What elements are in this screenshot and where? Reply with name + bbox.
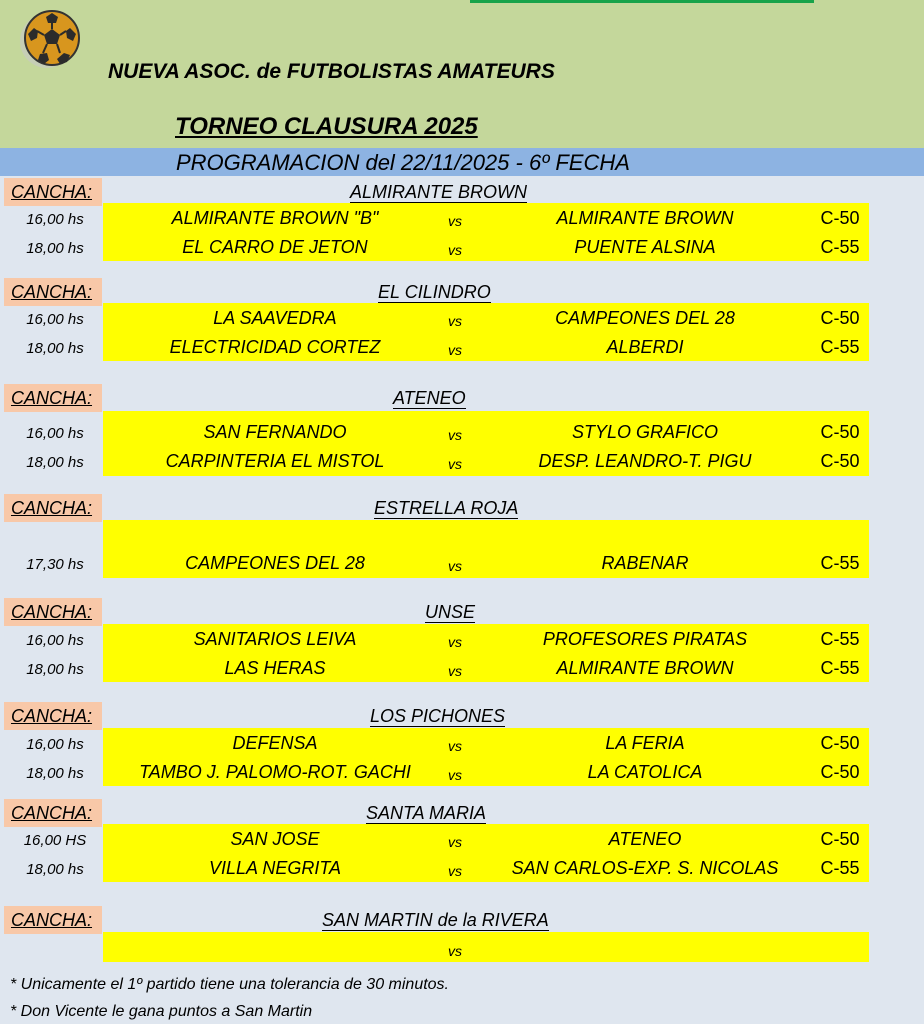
soccer-ball-icon — [20, 8, 80, 68]
vs-label: vs — [448, 456, 462, 472]
organization-name: NUEVA ASOC. de FUTBOLISTAS AMATEURS — [108, 60, 555, 83]
cancha-label: CANCHA: — [4, 278, 102, 306]
home-team: TAMBO J. PALOMO-ROT. GACHI — [139, 762, 411, 782]
vs-label: vs — [448, 943, 462, 959]
away-team: CAMPEONES DEL 28 — [555, 308, 735, 328]
away-team: PUENTE ALSINA — [574, 237, 716, 257]
vs-label: vs — [448, 313, 462, 329]
away-team: STYLO GRAFICO — [571, 422, 719, 442]
match-time: 16,00 hs — [26, 632, 84, 649]
match-row — [0, 205, 924, 233]
match-time: 16,00 HS — [23, 832, 87, 849]
match-time: 18,00 hs — [26, 861, 84, 878]
home-team: SAN FERNANDO — [203, 422, 347, 442]
match-row — [0, 935, 924, 963]
away-team: ALMIRANTE BROWN — [556, 658, 734, 678]
vs-label: vs — [448, 767, 462, 783]
home-team: EL CARRO DE JETON — [182, 237, 368, 257]
venue-name: EL CILINDRO — [378, 282, 491, 302]
category-label: C-55 — [820, 237, 860, 257]
match-time: 18,00 hs — [26, 340, 84, 357]
away-team: ALBERDI — [606, 337, 684, 357]
away-team: RABENAR — [601, 553, 689, 573]
category-label: C-50 — [820, 733, 860, 753]
vs-label: vs — [448, 663, 462, 679]
match-row — [0, 448, 924, 476]
category-label: C-50 — [820, 208, 860, 228]
home-team: CARPINTERIA EL MISTOL — [165, 451, 385, 471]
away-team: DESP. LEANDRO-T. PIGU — [538, 451, 752, 471]
venue-header — [0, 906, 924, 934]
match-time: 18,00 hs — [26, 240, 84, 257]
vs-label: vs — [448, 213, 462, 229]
venue-name: ATENEO — [393, 388, 466, 408]
venue-name: ESTRELLA ROJA — [374, 498, 519, 518]
match-time: 18,00 hs — [26, 765, 84, 782]
venue-header — [0, 799, 924, 827]
match-row — [0, 234, 924, 262]
category-label: C-55 — [820, 658, 860, 678]
match-row — [0, 730, 924, 758]
match-row — [0, 550, 924, 578]
footnote: * Don Vicente le gana puntos a San Martin — [10, 1003, 313, 1020]
cancha-label: CANCHA: — [4, 178, 102, 206]
match-time: 16,00 hs — [26, 211, 84, 228]
venue-header — [0, 702, 924, 730]
category-label: C-50 — [820, 451, 860, 471]
top-accent-bar — [470, 0, 814, 3]
match-row — [0, 626, 924, 654]
match-row — [0, 305, 924, 333]
cancha-label: CANCHA: — [4, 799, 102, 827]
cancha-label: CANCHA: — [4, 384, 102, 412]
venue-header — [0, 384, 924, 412]
category-label: C-55 — [820, 553, 860, 573]
match-row — [0, 826, 924, 854]
match-row — [0, 655, 924, 683]
match-time: 17,30 hs — [26, 556, 84, 573]
home-team: SANITARIOS LEIVA — [193, 629, 357, 649]
match-row — [0, 759, 924, 787]
away-team: SAN CARLOS-EXP. S. NICOLAS — [511, 858, 779, 878]
category-label: C-55 — [820, 337, 860, 357]
vs-label: vs — [448, 427, 462, 443]
cancha-label: CANCHA: — [4, 906, 102, 934]
away-team: LA FERIA — [605, 733, 685, 753]
home-team: DEFENSA — [232, 733, 318, 753]
schedule-subtitle: PROGRAMACION del 22/11/2025 - 6º FECHA — [176, 150, 630, 175]
venue-name: SAN MARTIN de la RIVERA — [322, 910, 549, 930]
tournament-title: TORNEO CLAUSURA 2025 — [175, 113, 478, 140]
away-team: PROFESORES PIRATAS — [542, 629, 748, 649]
venue-name: SANTA MARIA — [366, 803, 487, 823]
cancha-label: CANCHA: — [4, 702, 102, 730]
vs-label: vs — [448, 558, 462, 574]
cancha-label: CANCHA: — [4, 598, 102, 626]
match-time: 18,00 hs — [26, 454, 84, 471]
away-team: ATENEO — [608, 829, 682, 849]
vs-label: vs — [448, 738, 462, 754]
venue-header — [0, 494, 924, 522]
home-team: LAS HERAS — [224, 658, 326, 678]
home-team: VILLA NEGRITA — [208, 858, 342, 878]
vs-label: vs — [448, 834, 462, 850]
venue-name: ALMIRANTE BROWN — [350, 182, 528, 202]
category-label: C-50 — [820, 308, 860, 328]
category-label: C-50 — [820, 829, 860, 849]
vs-label: vs — [448, 634, 462, 650]
match-row — [0, 855, 924, 883]
category-label: C-50 — [820, 422, 860, 442]
match-time: 16,00 hs — [26, 425, 84, 442]
match-time: 16,00 hs — [26, 311, 84, 328]
match-row — [0, 334, 924, 362]
home-team: SAN JOSE — [230, 829, 320, 849]
vs-label: vs — [448, 863, 462, 879]
home-team: ALMIRANTE BROWN "B" — [171, 208, 379, 228]
venue-header — [0, 178, 924, 206]
match-time: 18,00 hs — [26, 661, 84, 678]
venue-name: LOS PICHONES — [370, 706, 506, 726]
home-team: CAMPEONES DEL 28 — [185, 553, 365, 573]
venue-name: UNSE — [425, 602, 476, 622]
vs-label: vs — [448, 242, 462, 258]
home-team: LA SAAVEDRA — [213, 308, 337, 328]
home-team: ELECTRICIDAD CORTEZ — [169, 337, 381, 357]
match-time: 16,00 hs — [26, 736, 84, 753]
match-row — [0, 419, 924, 447]
cancha-label: CANCHA: — [4, 494, 102, 522]
vs-label: vs — [448, 342, 462, 358]
venue-header — [0, 598, 924, 626]
away-team: LA CATOLICA — [587, 762, 703, 782]
footnote: * Unicamente el 1º partido tiene una tolerancia de 30 minutos. — [10, 976, 449, 993]
category-label: C-50 — [820, 762, 860, 782]
category-label: C-55 — [820, 858, 860, 878]
category-label: C-55 — [820, 629, 860, 649]
away-team: ALMIRANTE BROWN — [556, 208, 734, 228]
venue-header — [0, 278, 924, 306]
